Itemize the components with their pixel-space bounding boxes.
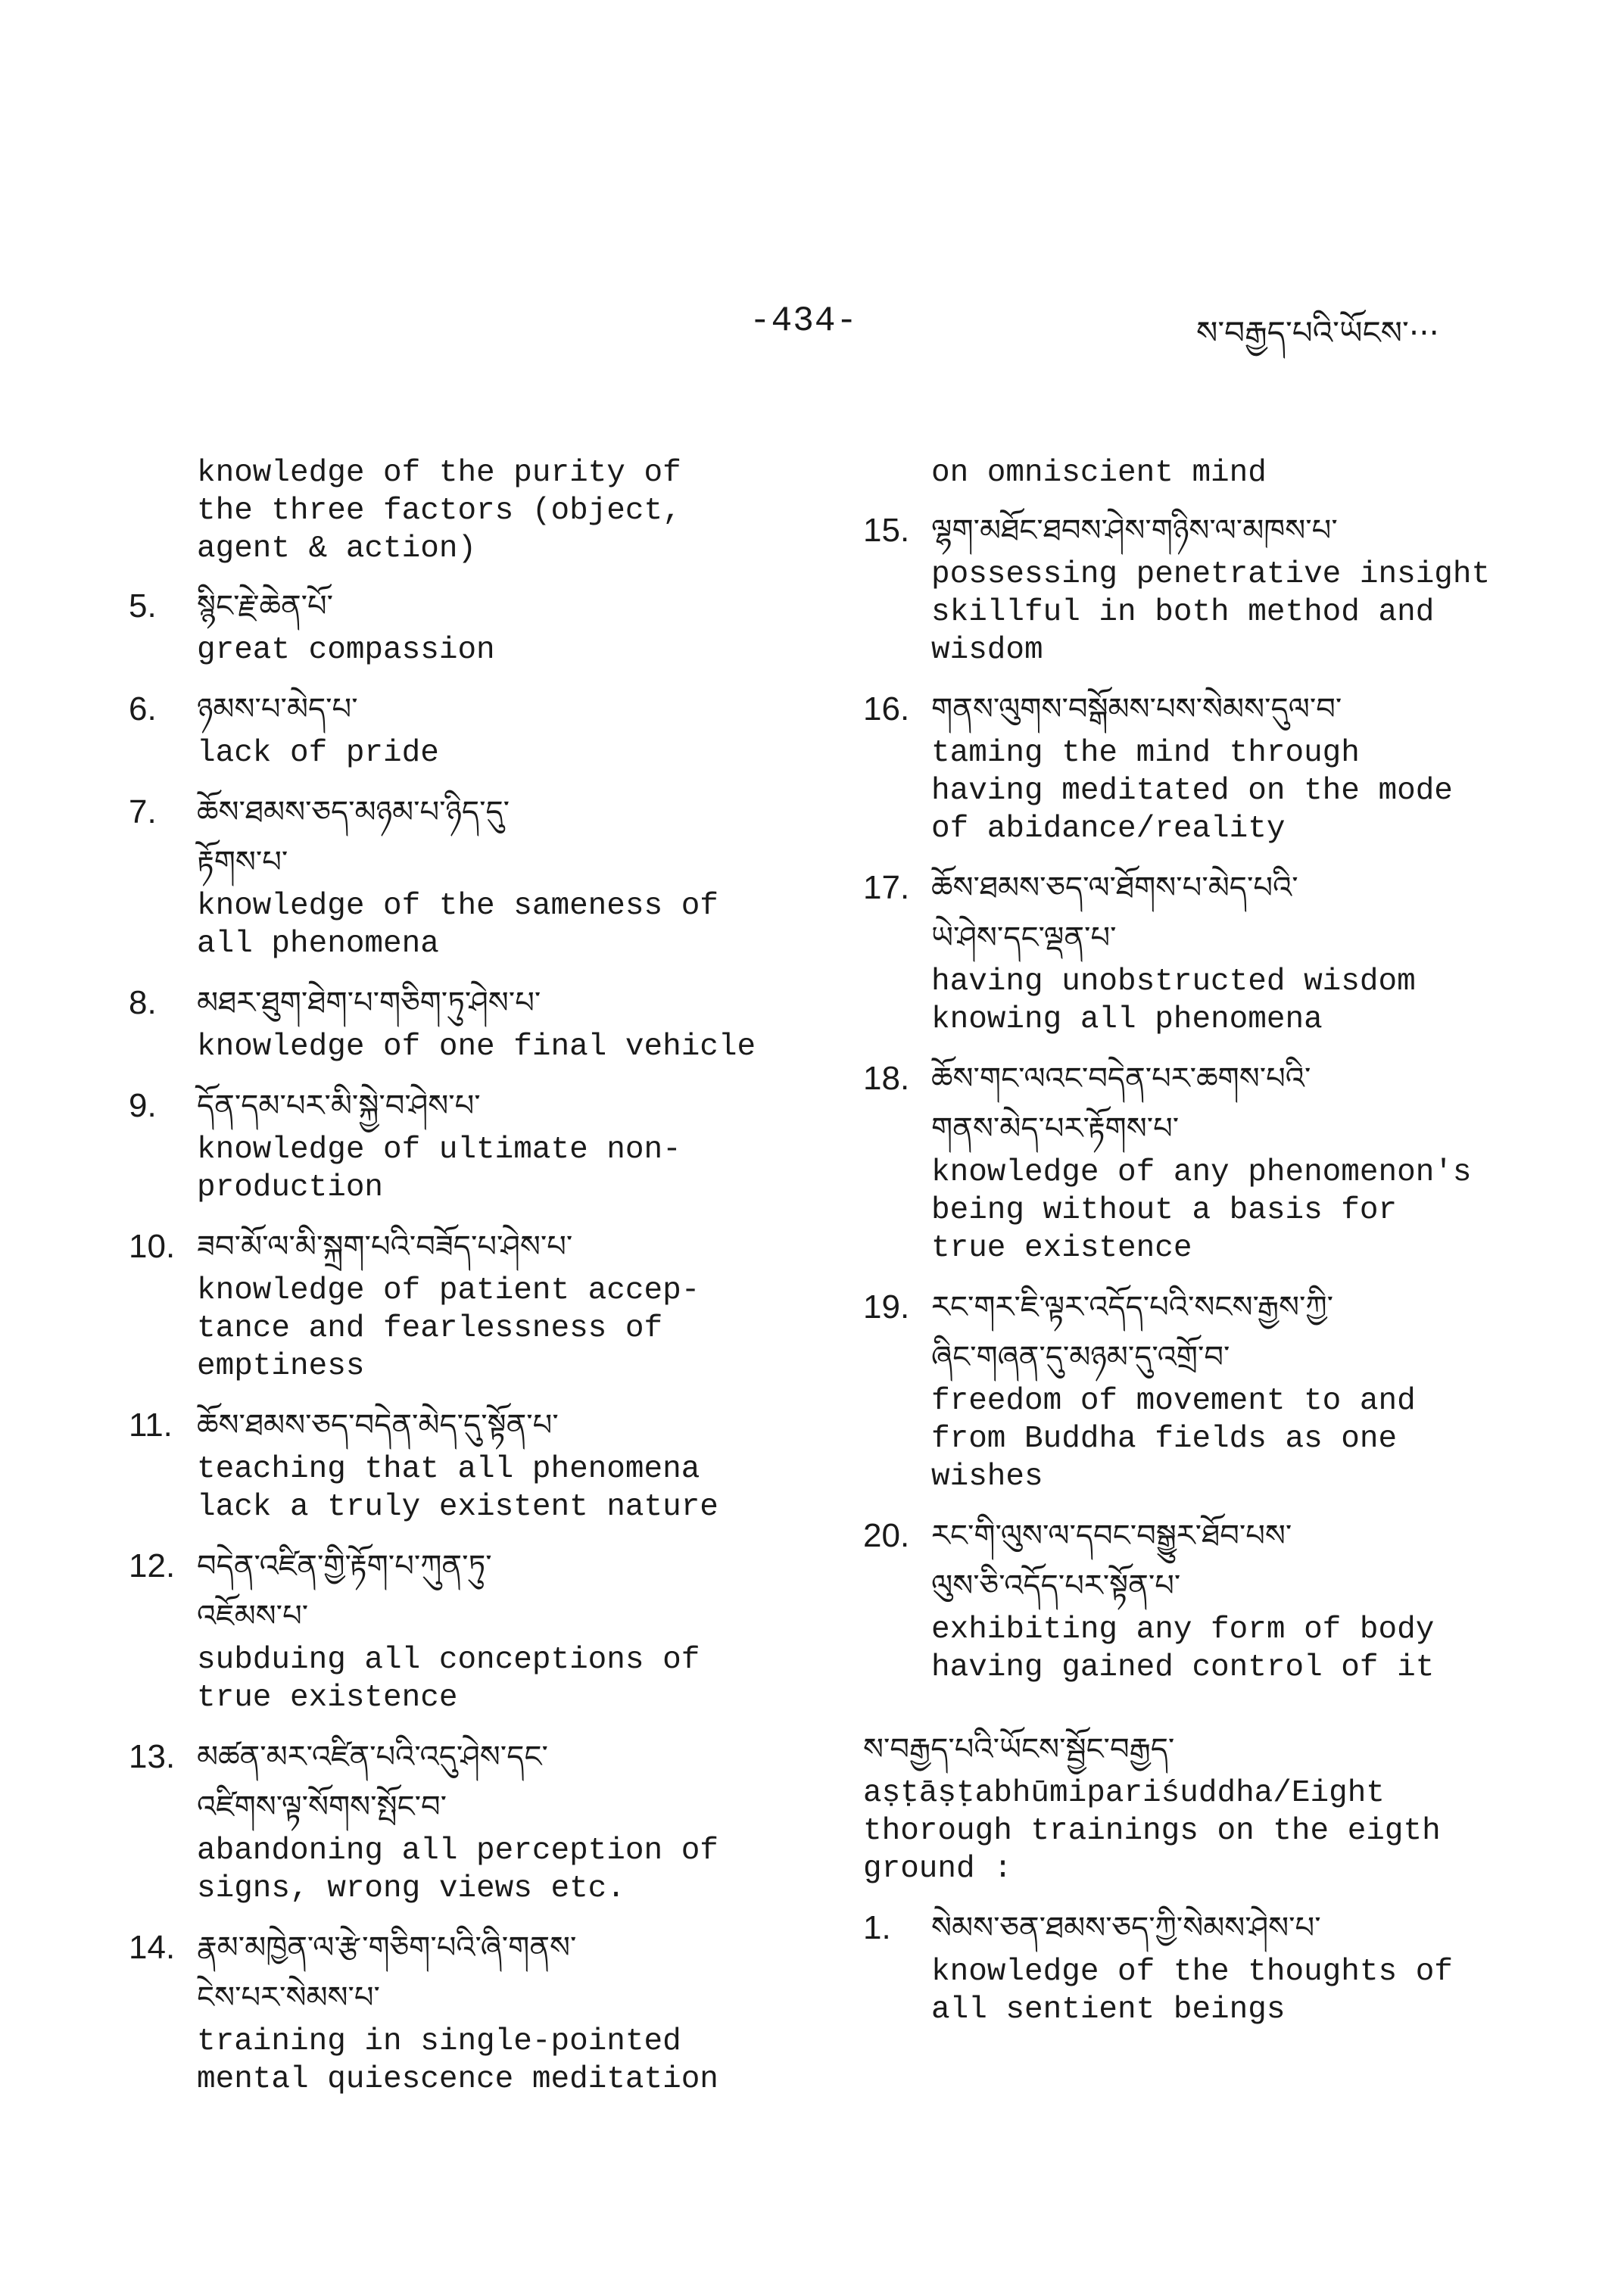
tibetan-term: དོན་དམ་པར་མི་སྐྱེ་བ་ཤེས་པ་ [197,1089,481,1123]
english-definition: exhibiting any form of body having gained control of it [931,1612,1435,1685]
english-definition: possessing penetrative insight skillful in both method and wisdom [931,557,1491,668]
continuation-text: knowledge of the purity of the three factors (object, agent & action) [197,456,681,566]
tibetan-term: འཛིགས་ལྟ་སོགས་སྤོང་བ་ [197,1790,447,1824]
tibetan-term: ཡེ་ཤེས་དང་ལྡན་པ་ [931,921,1117,955]
entry-number: 12. [129,1547,176,1584]
english-definition: knowledge of ultimate non- production [197,1132,681,1205]
tibetan-term: ཆོས་ཐམས་ཅད་ལ་ཐོགས་པ་མེད་པའི་ [931,871,1298,905]
english-definition: knowledge of the sameness of all phenomena [197,889,718,961]
right-column [863,454,1545,2044]
entry-number: 7. [129,793,157,830]
page-number: -434- [750,301,859,341]
tibetan-term: ཆོས་ཐམས་ཅད་བདེན་མེད་དུ་སྟོན་པ་ [197,1408,559,1443]
tibetan-term: རྟོགས་པ་ [197,845,288,880]
tibetan-term: ལྷག་མཐོང་ཐབས་ཤེས་གཉིས་ལ་མཁས་པ་ [931,513,1338,548]
english-definition: freedom of movement to and from Buddha fields as one wishes [931,1384,1416,1494]
english-definition: teaching that all phenomena lack a truly existent nature [197,1452,718,1525]
tibetan-term: ཟབ་མོ་ལ་མི་སྐྲག་པའི་བཟོད་པ་ཤེས་པ་ [197,1229,573,1264]
glossary-entry [863,1282,1545,1496]
glossary-entry [863,1511,1545,1687]
glossary-entry [129,1400,810,1526]
english-definition: knowledge of any phenomenon's being without a basis for true existence [931,1155,1472,1266]
entry-number: 9. [129,1087,157,1124]
glossary-entry [129,978,810,1066]
entry-number: 14. [129,1929,176,1966]
english-definition: subduing all conceptions of true existence [197,1643,700,1715]
left-column [129,454,810,2114]
entry-number: 1. [863,1909,891,1946]
tibetan-term: རང་གི་ལུས་ལ་དབང་བསྒྱུར་ཐོབ་པས་ [931,1519,1292,1553]
tibetan-term: ཆོས་གང་ལའང་བདེན་པར་ཆགས་པའི་ [931,1061,1311,1096]
english-definition: knowledge of patient accep- tance and fearlessness of emptiness [197,1273,700,1384]
english-definition: abandoning all perception of signs, wrong views etc. [197,1833,718,1906]
entry-number: 5. [129,587,157,625]
tibetan-term: བདེན་འཛིན་གྱི་རྟོག་པ་ཀུན་ཏུ་ [197,1549,492,1584]
english-definition: having unobstructed wisdom knowing all phenomena [931,964,1416,1037]
glossary-entry [863,506,1545,669]
english-definition: lack of pride [197,736,439,771]
entry-number: 6. [129,690,157,727]
section-english-title: aṣṭāṣṭabhūmipariśuddha/Eight thorough trainings on the eigth ground : [863,1776,1441,1886]
continuation-text: on omniscient mind [931,456,1267,491]
tibetan-term: རྣམ་མཁྱེན་ལ་རྩེ་གཅིག་པའི་ཞི་གནས་ [197,1930,577,1965]
entry-number: 8. [129,984,157,1021]
tibetan-term: འཇོམས་པ་ [197,1599,309,1634]
glossary-entry [129,787,810,963]
glossary-entry [129,1923,810,2098]
tibetan-term: གནས་ལུགས་བསྒོམས་པས་སེམས་དུལ་བ་ [931,692,1342,727]
glossary-entry [863,1903,1545,2029]
tibetan-term: མཐར་ཐུག་ཐེག་པ་གཅིག་ཏུ་ཤེས་པ་ [197,986,541,1020]
glossary-entry [129,1541,810,1717]
english-definition: knowledge of the thoughts of all sentient beings [931,1955,1453,2027]
glossary-entry [129,1222,810,1385]
glossary-entry [863,684,1545,848]
tibetan-term: གནས་མེད་པར་རྟོགས་པ་ [931,1111,1180,1146]
entry-number: 15. [863,512,910,549]
tibetan-term: ཆོས་ཐམས་ཅད་མཉམ་པ་ཉིད་དུ་ [197,795,510,830]
entry-number: 18. [863,1060,910,1097]
english-definition: knowledge of one final vehicle [197,1030,756,1064]
tibetan-term: ཉམས་པ་མེད་པ་ [197,692,358,727]
entry-number: 10. [129,1228,176,1265]
glossary-entry [863,863,1545,1039]
tibetan-term: ངེས་པར་སེམས་པ་ [197,1980,380,2015]
english-definition: great compassion [197,633,495,668]
glossary-entry [129,1732,810,1908]
tibetan-term: ཞིང་གཞན་དུ་མཉམ་དུ་འགྲོ་བ་ [931,1340,1230,1375]
tibetan-term: སེམས་ཅན་ཐམས་ཅད་ཀྱི་སེམས་ཤེས་པ་ [931,1911,1321,1946]
entry-number: 19. [863,1288,910,1326]
glossary-entry [129,581,810,669]
section-heading [863,1724,1545,1888]
glossary-entry [129,1081,810,1207]
entry-number: 20. [863,1517,910,1554]
section-tibetan-title: ས་བརྒྱད་པའི་ཡོངས་སྦྱོང་བརྒྱད་ [863,1732,1175,1767]
glossary-entry [863,1054,1545,1267]
entry-number: 13. [129,1738,176,1775]
tibetan-term: ལུས་ཅི་འདོད་པར་སྟོན་པ་ [931,1569,1181,1603]
running-head: ས་བརྒྱད་པའི་ཡོངས་··· [1196,314,1439,351]
entry-number: 17. [863,869,910,906]
glossary-entry [129,684,810,772]
tibetan-term: སྙིང་རྗེ་ཆེན་པོ་ [197,589,334,624]
entry-number: 11. [129,1407,173,1444]
english-definition: training in single-pointed mental quiescence meditation [197,2024,718,2097]
tibetan-term: མཚན་མར་འཛིན་པའི་འདུ་ཤེས་དང་ [197,1740,548,1774]
tibetan-term: རང་གར་ཇི་ལྟར་འདོད་པའི་སངས་རྒྱས་ཀྱི་ [931,1290,1333,1325]
english-definition: taming the mind through having meditated on the mode of abidance/reality [931,736,1453,846]
entry-number: 16. [863,690,910,727]
